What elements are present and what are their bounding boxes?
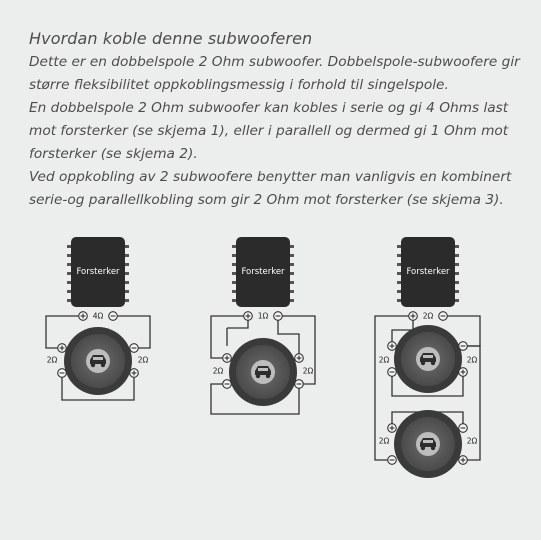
car-window — [423, 440, 433, 443]
coil-label: 2Ω — [137, 355, 149, 365]
coil-label: 2Ω — [46, 355, 58, 365]
car-window — [258, 368, 268, 371]
coil-label: 2Ω — [212, 366, 224, 376]
amplifier-label: Forsterker — [241, 267, 285, 277]
diagram-series — [46, 237, 150, 400]
chip-pin — [455, 263, 459, 266]
chip-pin — [290, 245, 294, 248]
chip-pin — [455, 254, 459, 257]
chip-pin — [455, 272, 459, 275]
coil-label: 2Ω — [302, 366, 314, 376]
chip-pin — [397, 290, 401, 293]
chip-pin — [232, 290, 236, 293]
chip-pin — [125, 290, 129, 293]
chip-pin — [232, 299, 236, 302]
chip-pin — [455, 290, 459, 293]
diagram-parallel — [211, 237, 315, 414]
chip-pin — [232, 281, 236, 284]
chip-pin — [67, 299, 71, 302]
chip-pin — [397, 272, 401, 275]
chip-pin — [67, 281, 71, 284]
chip-pin — [232, 272, 236, 275]
chip-pin — [455, 299, 459, 302]
chip-pin — [232, 245, 236, 248]
load-label: 2Ω — [422, 311, 434, 321]
chip-pin — [232, 263, 236, 266]
car-wheel — [431, 361, 435, 365]
paragraph-intro: Dette er en dobbelspole 2 Ohm subwoofer. Dobbelspole-subwoofere gir større fleksibilitet oppkoblingsmessig i forhold til singelspole. — [29, 54, 520, 93]
car-wheel — [266, 374, 270, 378]
chip-pin — [397, 263, 401, 266]
car-wheel — [91, 363, 95, 367]
chip-pin — [125, 254, 129, 257]
amplifier-label: Forsterker — [406, 267, 450, 277]
paragraph-series-parallel: En dobbelspole 2 Ohm subwoofer kan kobles i serie og gi 4 Ohms last mot forsterker (se skjema 1), eller i parallell og dermed gi 1 Ohm mot forsterker (se skjema 2). — [29, 100, 509, 162]
chip-pin — [397, 245, 401, 248]
page-title: Hvordan koble denne subwooferen — [29, 29, 313, 48]
car-wheel — [421, 446, 425, 450]
car-wheel — [431, 446, 435, 450]
chip-pin — [397, 299, 401, 302]
chip-pin — [455, 245, 459, 248]
car-window — [423, 355, 433, 358]
load-label: 1Ω — [257, 311, 269, 321]
car-wheel — [256, 374, 260, 378]
coil-label: 2Ω — [466, 355, 478, 365]
chip-pin — [67, 263, 71, 266]
car-wheel — [421, 361, 425, 365]
chip-pin — [455, 281, 459, 284]
chip-pin — [67, 254, 71, 257]
chip-pin — [67, 272, 71, 275]
chip-pin — [125, 245, 129, 248]
chip-pin — [125, 263, 129, 266]
coil-label: 2Ω — [378, 436, 390, 446]
car-window — [93, 357, 103, 360]
diagram-two-subwoofers — [375, 237, 480, 478]
load-label: 4Ω — [92, 311, 104, 321]
coil-label: 2Ω — [378, 355, 390, 365]
chip-pin — [397, 254, 401, 257]
chip-pin — [125, 281, 129, 284]
chip-pin — [67, 290, 71, 293]
coil-label: 2Ω — [466, 436, 478, 446]
chip-pin — [67, 245, 71, 248]
car-wheel — [101, 363, 105, 367]
chip-pin — [290, 290, 294, 293]
chip-pin — [125, 299, 129, 302]
chip-pin — [232, 254, 236, 257]
chip-pin — [397, 281, 401, 284]
amplifier-label: Forsterker — [76, 267, 120, 277]
chip-pin — [290, 299, 294, 302]
chip-pin — [290, 272, 294, 275]
chip-pin — [125, 272, 129, 275]
chip-pin — [290, 254, 294, 257]
chip-pin — [290, 263, 294, 266]
chip-pin — [290, 281, 294, 284]
paragraph-two-subwoofers: Ved oppkobling av 2 subwoofere benytter man vanligvis en kombinert serie-og parallellkobling som gir 2 Ohm mot forsterker (se skjema 3). — [29, 169, 512, 208]
